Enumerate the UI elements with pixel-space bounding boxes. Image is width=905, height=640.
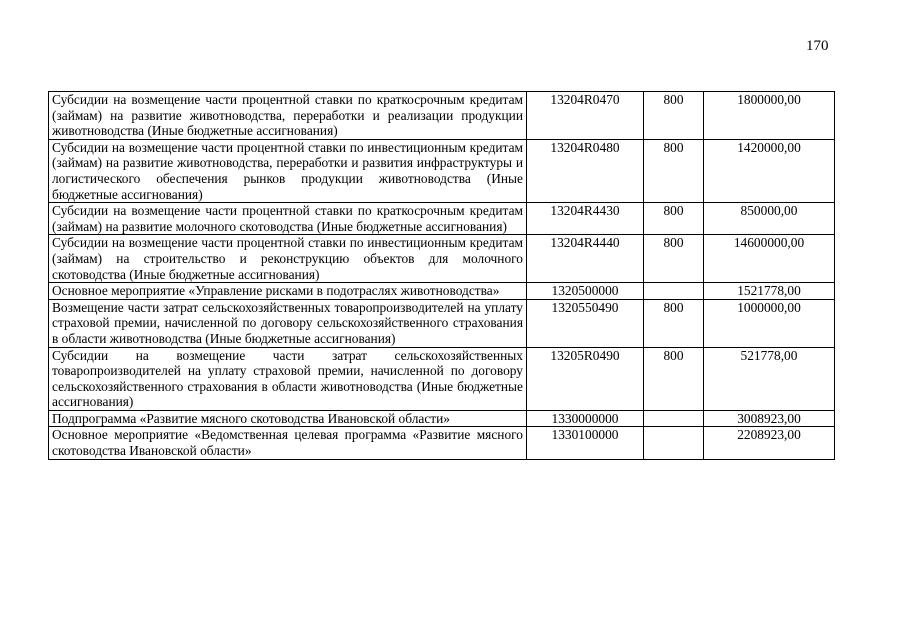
row-description: Возмещение части затрат сельскохозяйственных товаропроизводителей на уплату страховой премии, начисленной по договору сельскохозяйственного страхования в области животноводства (Иные бюджетные ассигнования) xyxy=(49,299,527,347)
row-description: Подпрограмма «Развитие мясного скотоводства Ивановской области» xyxy=(49,410,527,427)
row-amount: 1420000,00 xyxy=(704,139,835,202)
table-row xyxy=(49,203,835,235)
row-amount: 1000000,00 xyxy=(704,299,835,347)
table-row xyxy=(49,299,835,347)
table-row xyxy=(49,347,835,410)
table-row xyxy=(49,427,835,459)
row-amount: 3008923,00 xyxy=(704,410,835,427)
row-expense-type xyxy=(644,427,704,459)
row-amount: 2208923,00 xyxy=(704,427,835,459)
row-expense-type: 800 xyxy=(644,299,704,347)
row-code: 13204R4430 xyxy=(527,203,644,235)
row-code: 1330100000 xyxy=(527,427,644,459)
row-code: 13204R0470 xyxy=(527,92,644,140)
row-description: Субсидии на возмещение части процентной ставки по краткосрочным кредитам (займам) на развитие животноводства, переработки и реализации продукции животноводства (Иные бюджетные ассигнования) xyxy=(49,92,527,140)
row-code: 13205R0490 xyxy=(527,347,644,410)
table-row xyxy=(49,283,835,300)
row-code: 1320550490 xyxy=(527,299,644,347)
row-expense-type: 800 xyxy=(644,347,704,410)
budget-table-body xyxy=(49,92,835,460)
page-number: 170 xyxy=(806,38,829,54)
table-row xyxy=(49,235,835,283)
row-description: Основное мероприятие «Управление рисками в подотраслях животноводства» xyxy=(49,283,527,300)
row-expense-type: 800 xyxy=(644,203,704,235)
row-amount: 521778,00 xyxy=(704,347,835,410)
row-description: Субсидии на возмещение части процентной ставки по инвестиционным кредитам (займам) на строительство и реконструкцию объектов для молочного скотоводства (Иные бюджетные ассигнования) xyxy=(49,235,527,283)
row-amount: 1521778,00 xyxy=(704,283,835,300)
table-row xyxy=(49,92,835,140)
row-description: Субсидии на возмещение части процентной ставки по краткосрочным кредитам (займам) на развитие молочного скотоводства (Иные бюджетные ассигнования) xyxy=(49,203,527,235)
row-description: Субсидии на возмещение части затрат сельскохозяйственных товаропроизводителей на уплату страховой премии, начисленной по договору сельскохозяйственного страхования в области животноводства (Иные бюджетные ассигнования) xyxy=(49,347,527,410)
row-expense-type: 800 xyxy=(644,92,704,140)
budget-table xyxy=(48,91,835,460)
table-row xyxy=(49,410,835,427)
row-amount: 1800000,00 xyxy=(704,92,835,140)
row-code: 1330000000 xyxy=(527,410,644,427)
row-expense-type: 800 xyxy=(644,235,704,283)
row-description: Субсидии на возмещение части процентной ставки по инвестиционным кредитам (займам) на развитие животноводства, переработки и развития инфраструктуры и логистического обеспечения рынков продукции животноводства (Иные бюджетные ассигнования) xyxy=(49,139,527,202)
row-expense-type: 800 xyxy=(644,139,704,202)
row-expense-type xyxy=(644,283,704,300)
row-expense-type xyxy=(644,410,704,427)
table-row xyxy=(49,139,835,202)
row-description: Основное мероприятие «Ведомственная целевая программа «Развитие мясного скотоводства Ивановской области» xyxy=(49,427,527,459)
row-code: 1320500000 xyxy=(527,283,644,300)
row-amount: 850000,00 xyxy=(704,203,835,235)
row-amount: 14600000,00 xyxy=(704,235,835,283)
row-code: 13204R0480 xyxy=(527,139,644,202)
row-code: 13204R4440 xyxy=(527,235,644,283)
